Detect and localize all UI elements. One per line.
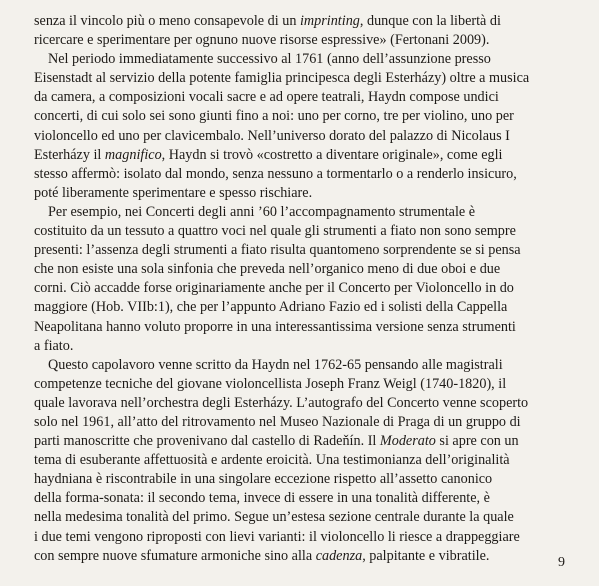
text-line bbox=[34, 508, 572, 527]
text-run: stesso affermò: isolato dal mondo, senza nessuno a tormentarlo o a renderlo insicuro, bbox=[34, 165, 517, 182]
text-line bbox=[34, 69, 572, 88]
italic-term: imprinting bbox=[299, 13, 360, 29]
text-line bbox=[34, 279, 572, 298]
text-run: corni. Ciò accadde forse originariamente anche per il Concerto per Violoncello in do bbox=[34, 280, 514, 297]
text-run: competenze tecniche del giovane violoncellista Joseph Franz Weigl (1740-1820), il bbox=[34, 375, 507, 392]
text-line bbox=[34, 12, 572, 31]
text-run: Neapolitana hanno voluto proporre in una interessantissima versione senza strumenti bbox=[34, 318, 516, 335]
text-line bbox=[34, 107, 572, 126]
text-run: costituito da un tessuto a quattro voci nel quale gli strumenti a fiato non sono sempre bbox=[34, 223, 516, 240]
text-line bbox=[34, 394, 572, 413]
text-run: senza il vincolo più o meno consapevole di un bbox=[34, 13, 300, 29]
text-run: parti manoscritte che provenivano dal castello di Radeňín. Il bbox=[34, 433, 380, 450]
text-line bbox=[34, 88, 572, 107]
text-line bbox=[34, 298, 572, 317]
text-run: Nel periodo immediatamente successivo al 1761 (anno dell’assunzione presso bbox=[48, 51, 491, 68]
text-run: da camera, a composizioni vocali sacre e ad opere teatrali, Haydn compose undici bbox=[34, 89, 499, 106]
text-run: tema di esuberante affettuosità e ardente eroicità. Una testimonianza dell’originalità bbox=[34, 452, 510, 469]
text-run: , Haydn si trovò «costretto a diventare originale», come egli bbox=[161, 146, 503, 163]
text-run: Per esempio, nei Concerti degli anni ’60 l’accompagnamento strumentale è bbox=[48, 203, 476, 220]
body-text bbox=[34, 12, 572, 566]
text-run: a fiato. bbox=[34, 337, 74, 354]
text-line bbox=[34, 222, 572, 241]
paragraph bbox=[34, 203, 572, 356]
text-run: violoncello ed uno per clavicembalo. Nell’universo dorato del palazzo di Nicolaus I bbox=[34, 127, 510, 144]
text-line bbox=[34, 241, 572, 260]
text-run: che non esiste una sola sinfonia che preveda nell’organico meno di due oboi e due bbox=[34, 261, 501, 278]
text-line bbox=[34, 127, 572, 146]
text-run: i due temi vengono riproposti con lievi varianti: il violoncello li riesce a drappeggiare bbox=[34, 528, 520, 545]
text-run: poté liberamente sperimentare e spesso rischiare. bbox=[34, 184, 313, 201]
text-line bbox=[34, 356, 572, 375]
italic-term: Moderato bbox=[379, 433, 436, 450]
page-number: 9 bbox=[558, 555, 565, 570]
text-line bbox=[34, 337, 572, 356]
text-run: presenti: l’assenza degli strumenti a fiato risulta quantomeno sorprendente se si pensa bbox=[34, 242, 521, 259]
text-run: con sempre nuove sfumature armoniche sino alla bbox=[34, 547, 316, 564]
text-line bbox=[34, 547, 572, 566]
text-run: , dunque con la libertà di bbox=[359, 13, 501, 29]
text-line bbox=[34, 318, 572, 337]
text-line bbox=[34, 413, 572, 432]
paragraph bbox=[34, 356, 572, 566]
text-run: concerti, di cui solo sei sono giunti fino a noi: uno per corno, tre per violino, uno per bbox=[34, 108, 514, 125]
text-line bbox=[34, 50, 572, 69]
text-run: ricercare e sperimentare per ognuno nuove risorse espressive» (Fertonani 2009). bbox=[34, 32, 490, 49]
text-run: maggiore (Hob. VIIb:1), che per l’appunto Adriano Fazio ed i solisti della Cappella bbox=[34, 299, 508, 316]
text-line bbox=[34, 451, 572, 470]
text-line bbox=[34, 31, 572, 50]
text-line bbox=[34, 489, 572, 508]
text-run: solo nel 1961, all’atto del ritrovamento nel Museo Nazionale di Praga di un gruppo di bbox=[34, 413, 521, 430]
text-line bbox=[34, 146, 572, 165]
text-run: Esterházy il bbox=[34, 146, 105, 163]
text-line bbox=[34, 184, 572, 203]
text-line bbox=[34, 470, 572, 489]
text-line bbox=[34, 432, 572, 451]
text-line bbox=[34, 375, 572, 394]
text-run: , palpitante e vibratile. bbox=[362, 547, 490, 564]
text-run: quale lavorava nell’orchestra degli Esterházy. L’autografo del Concerto venne scoperto bbox=[34, 394, 529, 411]
text-run: haydniana è riscontrabile in una singolare eccezione rispetto all’assetto canonico bbox=[34, 471, 493, 488]
italic-term: cadenza bbox=[315, 547, 363, 564]
text-run: della forma-sonata: il secondo tema, invece di essere in una tonalità differente, è bbox=[34, 490, 490, 507]
text-run: Questo capolavoro venne scritto da Haydn nel 1762-65 pensando alle magistrali bbox=[48, 356, 503, 373]
text-line bbox=[34, 203, 572, 222]
paragraph bbox=[34, 50, 572, 203]
text-line bbox=[34, 528, 572, 547]
text-line bbox=[34, 260, 572, 279]
text-run: Eisenstadt al servizio della potente famiglia principesca degli Esterházy) oltre a musica bbox=[34, 70, 530, 87]
text-run: si apre con un bbox=[435, 433, 519, 450]
paragraph bbox=[34, 12, 572, 50]
text-line bbox=[34, 165, 572, 184]
text-run: nella medesima tonalità del primo. Segue un’estesa sezione centrale durante la quale bbox=[34, 509, 514, 526]
italic-term: magnifico bbox=[104, 146, 162, 163]
